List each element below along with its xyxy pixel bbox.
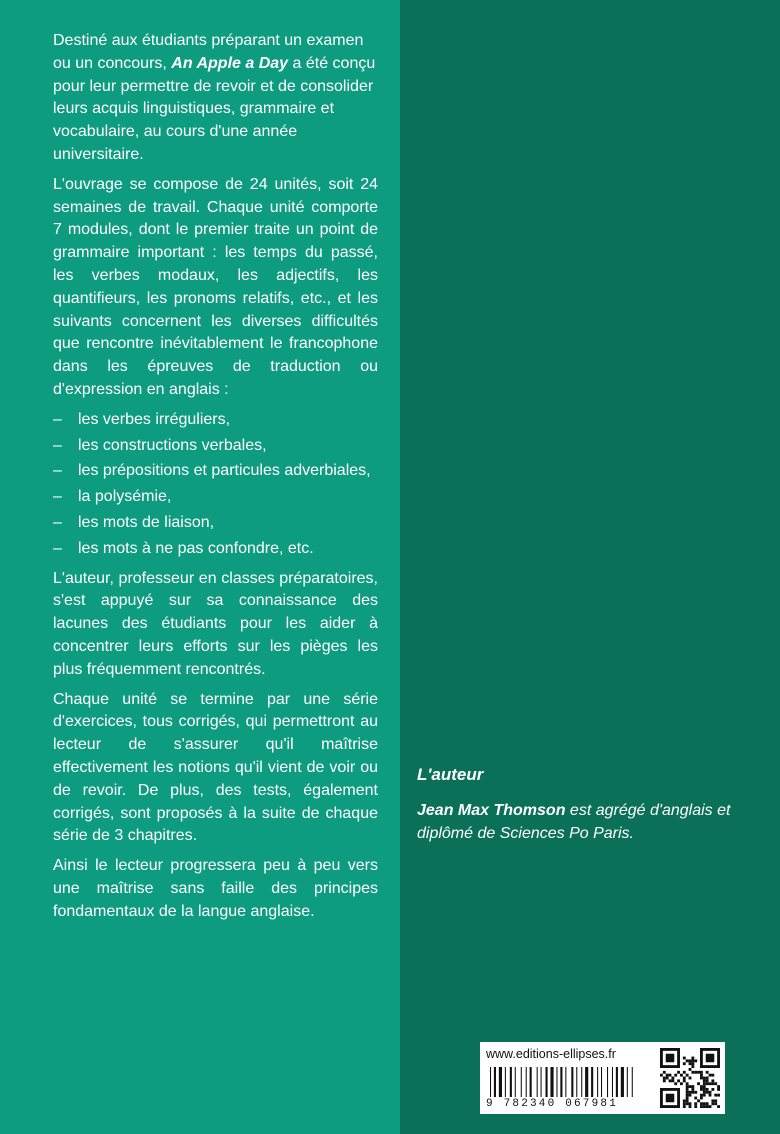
isbn-number: 9 782340 067981	[486, 1098, 619, 1110]
book-title: An Apple a Day	[171, 54, 289, 72]
exercises-paragraph: Chaque unité se termine par une série d'exercices, tous corrigés, qui permettront au lecteur de s'assurer qu'il maîtrise effectivement les notions qu'il vient de voir ou de revoir. De plus, des tests, également corrigés, sont proposés à la suite de chaque série de 3 chapitres.	[53, 690, 378, 845]
right-panel	[400, 0, 780, 1134]
author-approach-paragraph: L'auteur, professeur en classes préparatoires, s'est appuyé sur sa connaissance des lacunes des étudiants pour les aider à concentrer leurs efforts sur les pièges les plus fréquemment rencontrés.	[53, 569, 378, 678]
structure-paragraph: L'ouvrage se compose de 24 unités, soit 24 semaines de travail. Chaque unité comporte 7 modules, dont le premier traite un point de grammaire important : les temps du passé, les verbes modaux, les adjectifs, les quantifieurs, les pronoms relatifs, etc., et les suivants concernent les diverses difficultés que rencontre inévitablement le francophone dans les épreuves de traduction ou d'expression en anglais :	[53, 175, 378, 398]
author-heading: L'auteur	[417, 765, 484, 784]
list-item: – les mots à ne pas confondre, etc.	[53, 539, 314, 557]
list-item: – les constructions verbales,	[53, 436, 267, 454]
list-item: – les prépositions et particules adverbiales,	[53, 462, 371, 480]
author-section	[417, 763, 767, 845]
qr-code	[660, 1046, 720, 1110]
author-bio: Jean Max Thomson est agrégé d'anglais et diplômé de Sciences Po Paris.	[417, 802, 731, 842]
author-name: Jean Max Thomson	[417, 802, 566, 819]
conclusion-paragraph: Ainsi le lecteur progressera peu à peu vers une maîtrise sans faille des principes fondamentaux de la langue anglaise.	[53, 857, 378, 920]
barcode-label	[480, 1042, 725, 1114]
list-item: – les verbes irréguliers,	[53, 410, 231, 428]
list-item: – les mots de liaison,	[53, 513, 215, 531]
isbn-barcode	[490, 1067, 648, 1097]
back-cover-blurb	[53, 30, 378, 930]
publisher-website[interactable]: www.editions-ellipses.fr	[486, 1047, 616, 1061]
intro-paragraph: Destiné aux étudiants préparant un examen ou un concours, An Apple a Day a été conçu pour leur permettre de revoir et de consolider leurs acquis linguistiques, grammaire et vocabulaire, au cours d'une année universitaire.	[53, 32, 376, 163]
list-item: – la polysémie,	[53, 488, 172, 506]
difficulties-list	[53, 409, 378, 561]
